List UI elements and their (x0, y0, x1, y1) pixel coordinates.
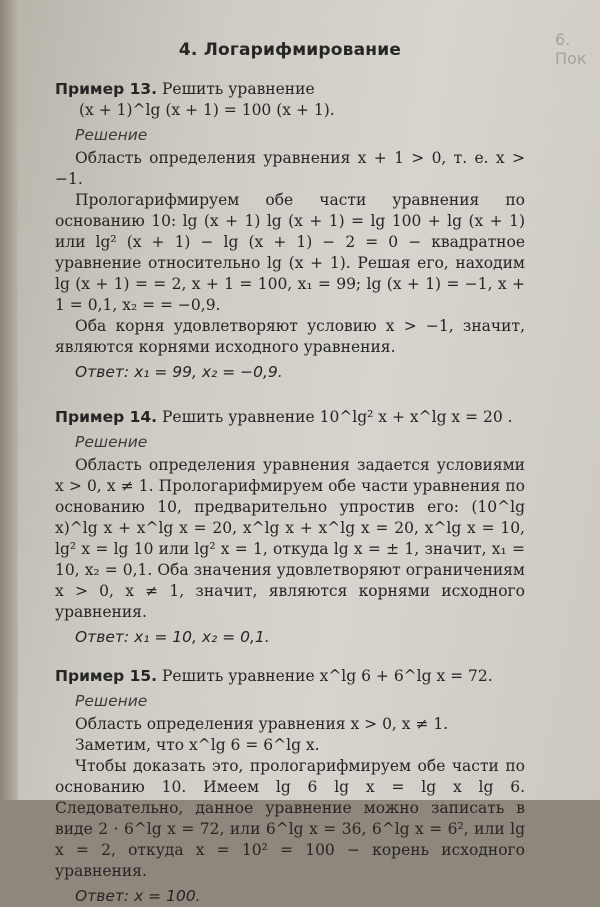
answer: Ответ: x₁ = 10, x₂ = 0,1. (75, 628, 270, 646)
example-task: Решить уравнение (162, 667, 315, 685)
example-14 (55, 407, 525, 648)
solution-paragraph: Область определения уравнения x + 1 > 0, т. е. x > −1. (55, 149, 525, 188)
solution-label: Решение (75, 126, 148, 144)
solution-paragraph: Заметим, что x^lg 6 = 6^lg x. (75, 736, 320, 754)
example-task: Решить уравнение (162, 80, 315, 98)
bleed-through-text: 6. Пок (555, 30, 587, 68)
example-label: Пример 13. (55, 80, 158, 98)
page-binding-shadow (0, 0, 18, 800)
example-header (55, 79, 525, 100)
example-label: Пример 14. (55, 408, 158, 426)
example-label: Пример 15. (55, 667, 158, 685)
example-equation: 10^lg² x + x^lg x = 20 . (319, 408, 513, 426)
example-header (55, 666, 525, 687)
solution-label: Решение (75, 433, 148, 451)
solution-label: Решение (75, 692, 148, 710)
answer: Ответ: x₁ = 99, x₂ = −0,9. (75, 363, 283, 381)
example-equation: x^lg 6 + 6^lg x = 72. (319, 667, 493, 685)
example-task: Решить уравнение (162, 408, 315, 426)
example-15 (55, 666, 525, 907)
solution-paragraph: Прологарифмируем обе части уравнения по основанию 10: lg (x + 1) lg (x + 1) = lg 100 + lg (x + 1) или lg² (x + 1) − lg (x + 1) − 2 = 0 − квадратное уравнение относительно lg (x + 1). Решая его, находим lg (x + 1) = = 2, x + 1 = 100, x₁ = 99; lg (x + 1) = −1, x + 1 = 0,1, x₂ = = −0,9. (55, 191, 525, 314)
answer: Ответ: x = 100. (75, 887, 201, 905)
solution-paragraph: Оба корня удовлетворяют условию x > −1, значит, являются корнями исходного уравнения. (55, 317, 525, 356)
section-title: 4. Логарифмирование (178, 40, 402, 60)
solution-paragraph: Область определения уравнения x > 0, x ≠ 1. (75, 715, 449, 733)
solution-paragraph: Область определения уравнения задается условиями x > 0, x ≠ 1. Прологарифмируем обе части уравнения по основанию 10, предварительно упростив его: (10^lg x)^lg x + x^lg x = 20, x^lg x + x^lg x = 20, x^lg x = 10, lg² x = lg 10 или lg² x = 1, откуда lg x = ± 1, значит, x₁ = 10, x₂ = 0,1. Оба значения удовлетворяют ограничениям x > 0, x ≠ 1, значит, являются корнями исходного уравнения. (55, 456, 525, 621)
page-content (55, 40, 525, 907)
example-header (55, 407, 525, 428)
solution-paragraph: Чтобы доказать это, прологарифмируем обе части по основанию 10. Имеем lg 6 lg x = lg x lg 6. Следовательно, данное уравнение можно записать в виде 2 · 6^lg x = 72, или 6^lg x = 36, 6^lg x = 6², или lg x = 2, откуда x = 10² = 100 − корень исходного уравнения. (55, 757, 525, 880)
example-equation: (x + 1)^lg (x + 1) = 100 (x + 1). (79, 101, 335, 119)
example-13 (55, 79, 525, 383)
